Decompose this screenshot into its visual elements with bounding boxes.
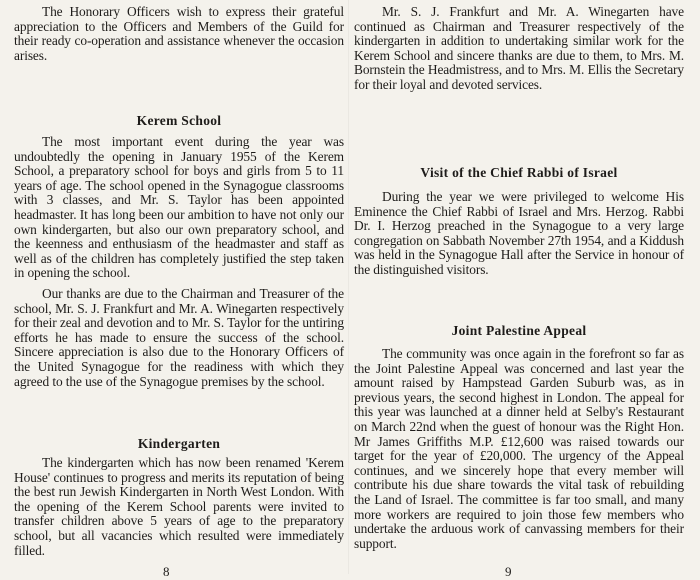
kerem-school-body-2 xyxy=(14,287,344,389)
chief-rabbi-paragraph: During the year we were privileged to welcome His Eminence the Chief Rabbi of Israel and Mrs. Herzog. Rabbi Dr. I. Herzog preached in the Synagogue to a very large congregation on Sabbath November 27th 1954, and a Kiddush was held in the Synagogue Hall after the Service in honour of the distinguished visitors. xyxy=(354,189,684,277)
joint-palestine-appeal-paragraph: The community was once again in the forefront so far as the Joint Palestine Appeal was concerned and last year the amount raised by Hampstead Garden Suburb was, as in previous years, the second highest in London. The appeal for this year was launched at a dinner held at Selby's Restaurant on March 22nd when the guest of honour was the Right Hon. Mr James Griffiths M.P. £12,600 was raised towards our target for the year of £20,000. The urgency of the Appeal continues, and we sincerely hope that every member will contribute his due share towards the vital task of rebuilding the Land of Israel. The committee is far too small, and many more workers are required to join those few members who undertake the arduous work of canvassing members for their support. xyxy=(354,346,684,551)
kerem-school-body xyxy=(14,135,344,281)
joint-palestine-appeal-section xyxy=(354,323,684,339)
chief-rabbi-heading: Visit of the Chief Rabbi of Israel xyxy=(420,165,618,180)
kindergarten-heading: Kindergarten xyxy=(137,436,221,451)
column-gutter xyxy=(348,0,349,574)
kerem-school-section xyxy=(14,113,344,129)
kindergarten-continued-paragraph: Mr. S. J. Frankfurt and Mr. A. Winegarten have continued as Chairman and Treasurer respectively of the kindergarten in addition to undertaking similar work for the Kerem School and sincere thanks are due to them, to Mrs. M. Bornstein the Headmistress, and to Mrs. M. Ellis the Secretary for their loyal and devoted services. xyxy=(354,4,684,92)
kerem-school-paragraph-1: The most important event during the year was undoubtedly the opening in January 1955 of the Kerem School, a preparatory school for boys and girls from 5 to 11 years of age. The school opened in the Synagogue classrooms with 3 classes, and Mr. S. Taylor has been appointed headmaster. It has long been our ambition to have not only our own kindergarten, but also our own preparatory school, and the keenness and enthusiasm of the headmaster and staff as well as of the children has completely justified the step taken in opening the school. xyxy=(14,134,344,281)
page-number-right: 9 xyxy=(505,564,512,579)
intro-block xyxy=(14,5,344,63)
kindergarten-section xyxy=(14,436,344,452)
intro-paragraph: The Honorary Officers wish to express their grateful appreciation to the Officers and Members of the Guild for their ready co-operation and assistance whenever the occasion arises. xyxy=(14,4,344,63)
chief-rabbi-body xyxy=(354,190,684,278)
kerem-school-paragraph-2: Our thanks are due to the Chairman and Treasurer of the school, Mr. S. J. Frankfurt and Mr. A. Winegarten respectively for their zeal and devotion and to Mr. S. Taylor for the untiring efforts he has made to ensure the success of the school. Sincere appreciation is also due to the Honorary Officers of the United Synagogue for the readiness with which they agreed to the use of the Synagogue premises by the school. xyxy=(14,286,344,389)
kindergarten-paragraph-1: The kindergarten which has now been renamed 'Kerem House' continues to progress and merits its reputation of being the best run Jewish Kindergarten in North West London. With the opening of the Kerem School parents were invited to transfer children above 5 years of age to the preparatory school, but all vacancies which resulted were immediately filled. xyxy=(14,455,344,558)
kindergarten-continued-block xyxy=(354,5,684,93)
kindergarten-body xyxy=(14,456,344,558)
page-number-left: 8 xyxy=(163,564,170,579)
chief-rabbi-section xyxy=(354,165,684,181)
kerem-school-heading: Kerem School xyxy=(136,113,222,128)
joint-palestine-appeal-heading: Joint Palestine Appeal xyxy=(451,323,587,338)
joint-palestine-appeal-body xyxy=(354,347,684,551)
